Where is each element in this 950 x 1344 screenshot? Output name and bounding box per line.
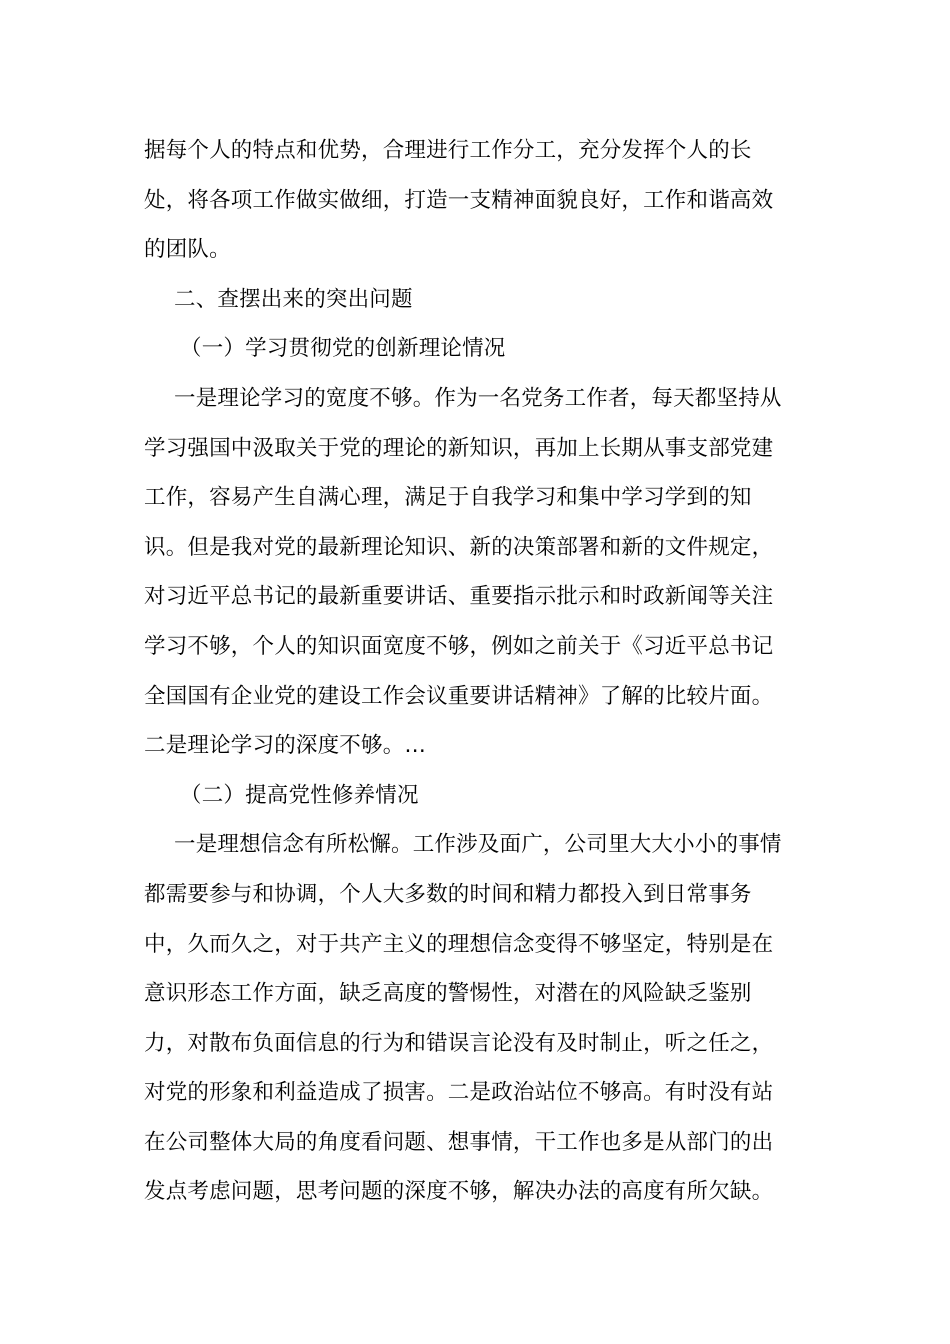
text-line: 据每个人的特点和优势，合理进行工作分工，充分发挥个人的长	[144, 138, 752, 163]
text-line: 力，对散布负面信息的行为和错误言论没有及时制止，听之任之，	[144, 1030, 774, 1056]
subsection-heading: （二）提高党性修养情况	[180, 782, 419, 808]
text-line: 意识形态工作方面，缺乏高度的警惕性，对潜在的风险缺乏鉴别	[144, 981, 752, 1007]
text-line: 对党的形象和利益造成了损害。二是政治站位不够高。有时没有站	[144, 1080, 774, 1106]
section-heading: 二、查摆出来的突出问题	[174, 286, 413, 312]
text-line: 一是理想信念有所松懈。工作涉及面广，公司里大大小小的事情	[174, 832, 782, 858]
text-line: 都需要参与和协调，个人大多数的时间和精力都投入到日常事务	[144, 881, 752, 907]
subsection-heading: （一）学习贯彻党的创新理论情况	[180, 336, 506, 362]
text-line: 学习不够，个人的知识面宽度不够，例如之前关于《习近平总书记	[144, 633, 774, 659]
text-line: 学习强国中汲取关于党的理论的新知识，再加上长期从事支部党建	[144, 435, 774, 461]
text-line: 工作，容易产生自满心理，满足于自我学习和集中学习学到的知	[144, 485, 752, 511]
text-line: 发点考虑问题，思考问题的深度不够，解决办法的高度有所欠缺。	[144, 1179, 774, 1205]
text-line: 中，久而久之，对于共产主义的理想信念变得不够坚定，特别是在	[144, 931, 774, 957]
text-line: 对习近平总书记的最新重要讲话、重要指示批示和时政新闻等关注	[144, 584, 774, 610]
text-line: 一是理论学习的宽度不够。作为一名党务工作者，每天都坚持从	[174, 385, 782, 411]
text-line: 全国国有企业党的建设工作会议重要讲话精神》了解的比较片面。	[144, 683, 774, 709]
document-page	[144, 126, 808, 1217]
text-line: 处，将各项工作做实做细，打造一支精神面貌良好，工作和谐高效	[144, 187, 774, 213]
text-line: 的团队。	[144, 237, 231, 263]
text-line: 二是理论学习的深度不够。…	[144, 733, 427, 759]
text-line: 识。但是我对党的最新理论知识、新的决策部署和新的文件规定，	[144, 534, 774, 560]
text-line: 在公司整体大局的角度看问题、想事情，干工作也多是从部门的出	[144, 1129, 774, 1155]
